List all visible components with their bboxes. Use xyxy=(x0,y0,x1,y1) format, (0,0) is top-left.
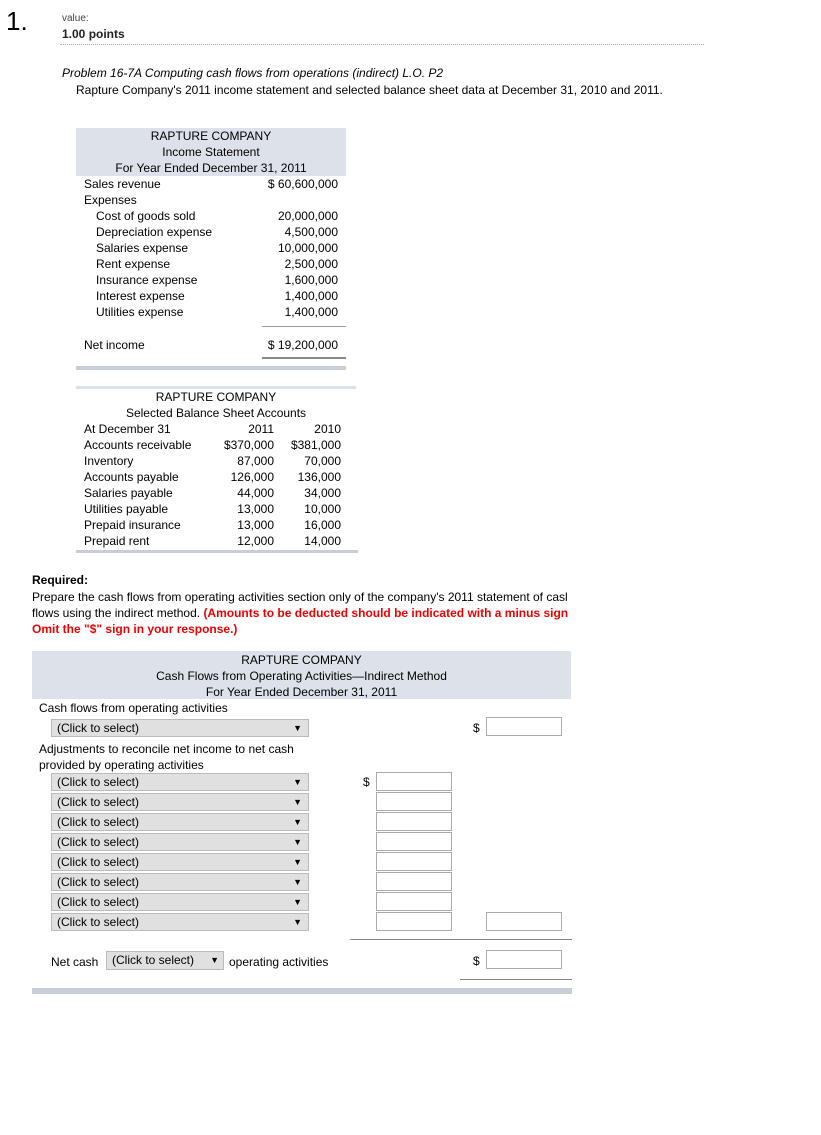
net-income-label: Net income xyxy=(84,338,145,352)
bs-row-2010: 70,000 xyxy=(304,454,341,468)
chevron-down-icon: ▼ xyxy=(293,797,302,807)
required-text-2 xyxy=(32,605,568,621)
bs-row-2010: 34,000 xyxy=(304,486,341,500)
chevron-down-icon: ▼ xyxy=(293,837,302,847)
cf-section-label: Cash flows from operating activities xyxy=(39,701,228,715)
bs-row-2011: 13,000 xyxy=(237,518,274,532)
required-text-2a: flows using the indirect method. xyxy=(32,606,201,620)
adjustment-select[interactable] xyxy=(51,913,309,931)
bs-row-2010: 16,000 xyxy=(304,518,341,532)
required-omit-note: Omit the "$" sign in your response.) xyxy=(32,622,238,636)
bs-row-label: Salaries payable xyxy=(84,486,173,500)
bs-row-label: Inventory xyxy=(84,454,134,468)
income-statement-header xyxy=(76,128,346,176)
required-text-1: Prepare the cash flows from operating activities section only of the company's 2011 statement of casl xyxy=(32,590,568,604)
subtotal-rule xyxy=(350,939,572,940)
select-text: (Click to select) xyxy=(57,915,140,929)
expense-value: 10,000,000 xyxy=(277,241,338,255)
sales-label: Sales revenue xyxy=(84,177,161,191)
bs-row-label: Utilities payable xyxy=(84,502,169,516)
net-cash-suffix: operating activities xyxy=(229,955,329,969)
chevron-down-icon: ▼ xyxy=(293,857,302,867)
dollar-sign: $ xyxy=(473,954,480,968)
bs-top-bar xyxy=(76,366,346,370)
is-title: Income Statement xyxy=(162,145,260,159)
chevron-down-icon: ▼ xyxy=(293,777,302,787)
bs-row-2011: 13,000 xyxy=(237,502,274,516)
bs-company: RAPTURE COMPANY xyxy=(155,390,277,404)
total-rule xyxy=(262,357,346,359)
expense-value: 20,000,000 xyxy=(277,209,338,223)
select-text: (Click to select) xyxy=(57,795,140,809)
expense-label: Salaries expense xyxy=(96,241,189,255)
problem-description: Rapture Company's 2011 income statement and selected balance sheet data at December 31, 2010 and 2011. xyxy=(76,83,663,97)
adjustments-label-2: provided by operating activities xyxy=(39,758,204,772)
bs-row-2011: 12,000 xyxy=(237,534,274,548)
required-instruction: (Amounts to be deducted should be indicated with a minus sign xyxy=(203,606,569,620)
points-value: 1.00 points xyxy=(62,27,125,41)
select-text: (Click to select) xyxy=(57,875,140,889)
expense-label: Rent expense xyxy=(96,257,171,271)
bs-row-2011: 126,000 xyxy=(230,470,274,484)
cf-bottom-bar xyxy=(32,988,572,994)
net-cash-select[interactable] xyxy=(106,951,224,970)
select-text: (Click to select) xyxy=(57,721,140,735)
subtotal-rule xyxy=(262,326,346,327)
chevron-down-icon: ▼ xyxy=(210,955,219,965)
expense-value: 2,500,000 xyxy=(284,257,338,271)
dollar-sign: $ xyxy=(363,775,370,789)
expense-label: Interest expense xyxy=(96,289,185,303)
bs-col-2010: 2010 xyxy=(314,422,341,436)
total-adjustments-input[interactable] xyxy=(486,912,562,931)
net-cash-input[interactable] xyxy=(486,950,562,969)
chevron-down-icon: ▼ xyxy=(293,723,302,733)
bs-row-2010: $381,000 xyxy=(290,438,341,452)
adjustment-input[interactable] xyxy=(376,852,452,871)
bs-row-label: Prepaid insurance xyxy=(84,518,181,532)
expense-value: 1,400,000 xyxy=(284,305,338,319)
adjustment-input[interactable] xyxy=(376,832,452,851)
bs-row-label: Prepaid rent xyxy=(84,534,150,548)
net-income-select[interactable] xyxy=(51,719,309,737)
adjustment-select[interactable] xyxy=(51,793,309,811)
chevron-down-icon: ▼ xyxy=(293,897,302,907)
expense-label: Depreciation expense xyxy=(96,225,213,239)
adjustment-select[interactable] xyxy=(51,873,309,891)
sales-value: $ 60,600,000 xyxy=(267,177,338,191)
select-text: (Click to select) xyxy=(112,953,195,967)
question-number: 1. xyxy=(6,6,28,36)
bs-row-2011: 87,000 xyxy=(237,454,274,468)
adjustment-input[interactable] xyxy=(376,912,452,931)
select-text: (Click to select) xyxy=(57,815,140,829)
bs-title: Selected Balance Sheet Accounts xyxy=(125,406,307,420)
chevron-down-icon: ▼ xyxy=(293,877,302,887)
divider xyxy=(60,44,704,45)
cash-flow-header xyxy=(32,651,571,699)
expense-value: 1,600,000 xyxy=(284,273,338,287)
net-cash-label: Net cash xyxy=(51,955,99,969)
select-text: (Click to select) xyxy=(57,775,140,789)
adjustment-select[interactable] xyxy=(51,833,309,851)
chevron-down-icon: ▼ xyxy=(293,917,302,927)
adjustment-input[interactable] xyxy=(376,792,452,811)
adjustments-label-1: Adjustments to reconcile net income to net cash xyxy=(39,742,294,756)
adjustment-input[interactable] xyxy=(376,892,452,911)
bs-row-2010: 10,000 xyxy=(304,502,341,516)
value-label: value: xyxy=(62,13,89,24)
net-income-input[interactable] xyxy=(486,717,562,736)
dollar-sign: $ xyxy=(473,721,480,735)
total-rule xyxy=(460,979,572,980)
adjustment-select[interactable] xyxy=(51,813,309,831)
select-text: (Click to select) xyxy=(57,855,140,869)
expenses-label: Expenses xyxy=(84,193,137,207)
bs-date-label: At December 31 xyxy=(84,422,171,436)
expense-value: 1,400,000 xyxy=(284,289,338,303)
chevron-down-icon: ▼ xyxy=(293,817,302,827)
adjustment-input[interactable] xyxy=(376,772,452,791)
bs-bottom-bar xyxy=(76,550,358,553)
net-income-value: $ 19,200,000 xyxy=(267,338,338,352)
bs-col-2011: 2011 xyxy=(248,422,274,436)
expense-value: 4,500,000 xyxy=(284,225,338,239)
expense-label: Cost of goods sold xyxy=(96,209,196,223)
cf-title: Cash Flows from Operating Activities—Indirect Method xyxy=(156,669,447,683)
is-company: RAPTURE COMPANY xyxy=(150,129,272,143)
adjustment-input[interactable] xyxy=(376,812,452,831)
select-text: (Click to select) xyxy=(57,895,140,909)
adjustment-input[interactable] xyxy=(376,872,452,891)
bs-row-label: Accounts payable xyxy=(84,470,179,484)
expense-label: Utilities expense xyxy=(96,305,184,319)
required-heading: Required: xyxy=(32,573,89,587)
cf-company: RAPTURE COMPANY xyxy=(241,653,362,667)
adjustment-select[interactable] xyxy=(51,853,309,871)
expense-label: Insurance expense xyxy=(96,273,198,287)
adjustment-select[interactable] xyxy=(51,893,309,911)
select-text: (Click to select) xyxy=(57,835,140,849)
bs-row-2011: 44,000 xyxy=(237,486,274,500)
is-period: For Year Ended December 31, 2011 xyxy=(115,161,307,175)
problem-title: Problem 16-7A Computing cash flows from operations (indirect) L.O. P2 xyxy=(62,66,444,80)
bs-row-label: Accounts receivable xyxy=(84,438,192,452)
adjustment-select[interactable] xyxy=(51,773,309,791)
bs-row-2010: 136,000 xyxy=(297,470,341,484)
bs-row-2010: 14,000 xyxy=(304,534,341,548)
bs-row-2011: $370,000 xyxy=(223,438,274,452)
cf-period: For Year Ended December 31, 2011 xyxy=(205,685,398,699)
